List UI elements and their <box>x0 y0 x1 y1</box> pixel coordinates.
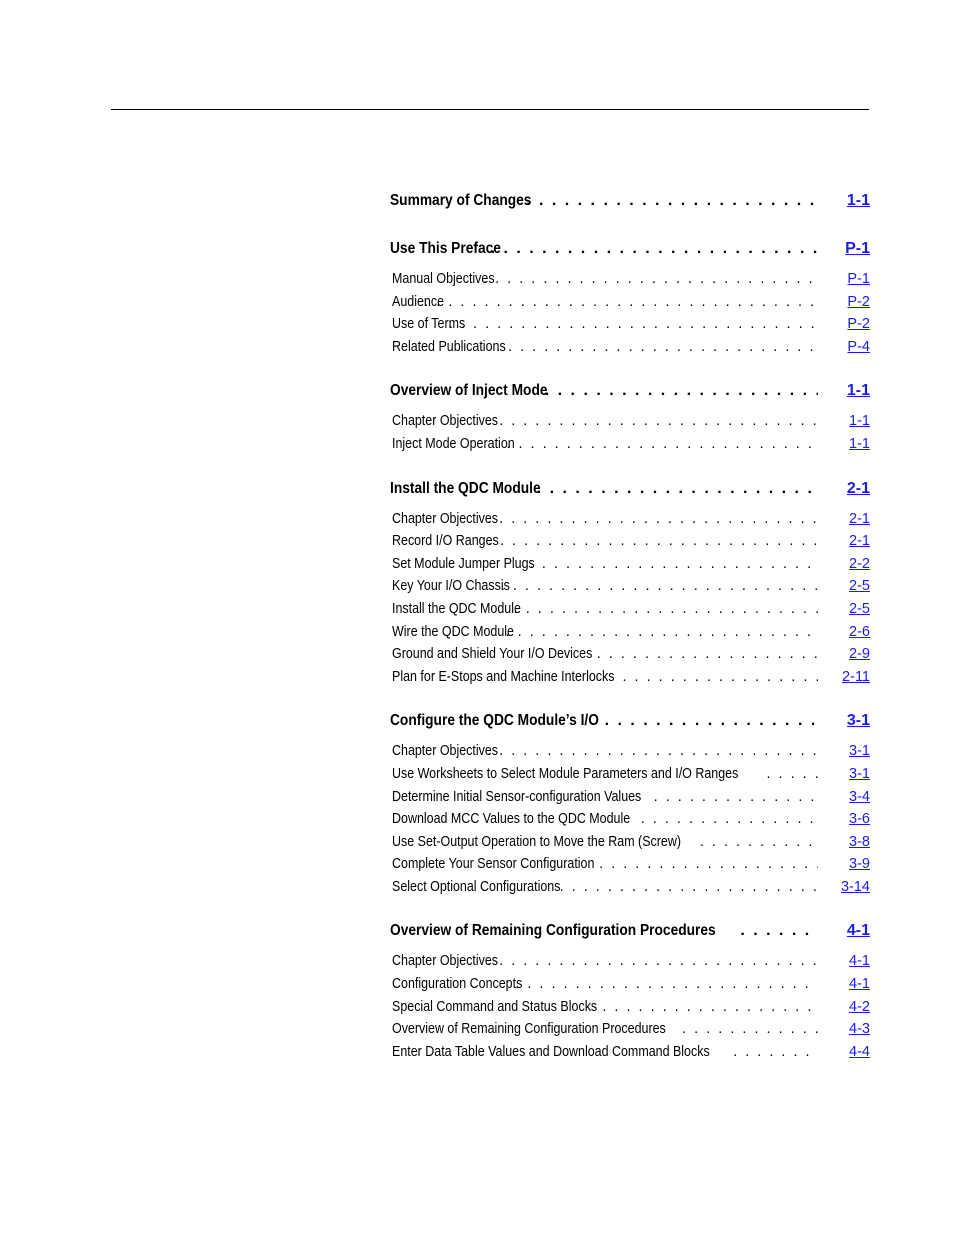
toc-entry <box>390 598 870 621</box>
dot-leader <box>560 876 818 899</box>
toc-entry <box>390 575 870 598</box>
dot-leader <box>491 234 818 264</box>
toc-section <box>390 186 870 216</box>
toc-entry-title: Set Module Jumper Plugs <box>392 555 535 572</box>
toc-entry-page-link[interactable]: P-2 <box>847 316 870 333</box>
dot-leader <box>530 553 818 576</box>
dot-leader <box>515 973 818 996</box>
toc-chapter-title: Configure the QDC Module’s I/O <box>390 712 599 730</box>
toc-entry <box>390 853 870 876</box>
toc-entry-page-link[interactable]: 1-1 <box>849 435 870 452</box>
toc-entry-title: Complete Your Sensor Configuration <box>392 856 595 873</box>
toc-chapter-page-link[interactable]: 1-1 <box>846 192 870 209</box>
toc-chapter-page-link[interactable]: 2-1 <box>846 479 870 497</box>
toc-chapter-heading <box>390 234 870 264</box>
toc-chapter-title: Overview of Remaining Configuration Procedures <box>390 922 716 940</box>
toc-entry-title: Record I/O Ranges <box>392 533 499 550</box>
toc-chapter-heading <box>390 706 870 736</box>
toc-entry-page-link[interactable]: 2-2 <box>849 555 870 572</box>
toc-chapter-title: Overview of Inject Mode <box>390 382 548 400</box>
toc-entry <box>390 530 870 553</box>
toc-entry <box>390 553 870 576</box>
table-of-contents <box>390 186 870 1081</box>
toc-entry-page-link[interactable]: 3-1 <box>849 743 870 760</box>
toc-entry <box>390 313 870 336</box>
toc-entry <box>390 621 870 644</box>
toc-chapter-title: Summary of Changes <box>390 192 532 209</box>
toc-entry-title: Manual Objectives <box>392 271 495 287</box>
toc-entry <box>390 666 870 689</box>
toc-chapter-title: Use This Preface <box>390 240 501 257</box>
dot-leader <box>487 740 818 763</box>
toc-entry <box>390 763 870 786</box>
toc-entry <box>390 831 870 854</box>
toc-entry-page-link[interactable]: 4-1 <box>849 976 870 993</box>
dot-leader <box>733 1041 818 1064</box>
toc-entry <box>390 643 870 666</box>
toc-chapter-heading <box>390 916 870 946</box>
toc-entry-title: Determine Initial Sensor-configuration Values <box>392 788 642 805</box>
header-rule <box>111 109 869 110</box>
dot-leader <box>496 336 818 359</box>
dot-leader <box>449 313 818 336</box>
toc-entry-page-link[interactable]: 4-2 <box>849 998 870 1015</box>
toc-chapter-page-link[interactable]: 1-1 <box>846 382 870 400</box>
toc-entry-page-link[interactable]: 2-1 <box>849 533 870 550</box>
dot-leader <box>740 916 818 946</box>
toc-chapter-heading <box>390 186 870 216</box>
toc-entry-title: Wire the QDC Module <box>392 623 514 640</box>
toc-entry-page-link[interactable]: 2-6 <box>849 623 870 640</box>
toc-entry-title: Use Set-Output Operation to Move the Ram (Screw) <box>392 833 682 850</box>
toc-chapter-heading <box>390 376 870 406</box>
toc-entry-page-link[interactable]: 2-5 <box>849 578 870 595</box>
dot-leader <box>424 291 818 314</box>
dot-leader <box>641 808 818 831</box>
toc-entry-page-link[interactable]: 2-5 <box>849 600 870 617</box>
toc-entry <box>390 336 870 359</box>
toc-entry-title: Configuration Concepts <box>392 976 523 993</box>
toc-entry <box>390 973 870 996</box>
toc-entry-page-link[interactable]: 4-4 <box>849 1043 870 1060</box>
toc-chapter-heading <box>390 474 870 504</box>
dot-leader <box>682 1018 818 1041</box>
dot-leader <box>602 996 818 1019</box>
toc-entry-title: Special Command and Status Blocks <box>392 998 598 1015</box>
toc-entry <box>390 268 870 291</box>
toc-entry <box>390 508 870 531</box>
toc-entry <box>390 950 870 973</box>
dot-leader <box>483 268 818 291</box>
toc-entry-title: Inject Mode Operation <box>392 435 515 452</box>
dot-leader <box>506 433 818 456</box>
dot-leader <box>514 598 818 621</box>
toc-section <box>390 474 870 689</box>
toc-section <box>390 376 870 455</box>
dot-leader <box>501 575 818 598</box>
toc-entry-page-link[interactable]: P-1 <box>847 271 870 287</box>
toc-chapter-page-link[interactable]: P-1 <box>845 240 870 257</box>
dot-leader <box>622 666 818 689</box>
toc-entry <box>390 1041 870 1064</box>
dot-leader <box>605 706 818 736</box>
dot-leader <box>654 786 818 809</box>
toc-entry-title: Chapter Objectives <box>392 413 499 430</box>
toc-entry-title: Use of Terms <box>392 316 466 333</box>
toc-entry-page-link[interactable]: 3-9 <box>849 856 870 873</box>
toc-entry-title: Use Worksheets to Select Module Parameters and I/O Ranges <box>392 765 739 782</box>
toc-entry-page-link[interactable]: 3-6 <box>849 811 870 828</box>
dot-leader <box>488 530 818 553</box>
toc-entry-page-link[interactable]: 1-1 <box>849 413 870 430</box>
toc-entry-title: Audience <box>392 293 445 310</box>
toc-entry-page-link[interactable]: 3-1 <box>849 765 870 782</box>
toc-entry <box>390 876 870 899</box>
toc-entry-title: Chapter Objectives <box>392 510 499 527</box>
toc-entry-page-link[interactable]: P-4 <box>847 338 870 355</box>
toc-entry-title: Install the QDC Module <box>392 600 521 617</box>
toc-entry-title: Enter Data Table Values and Download Command Blocks <box>392 1043 710 1060</box>
toc-entry-page-link[interactable]: 2-1 <box>849 510 870 527</box>
dot-leader <box>599 853 818 876</box>
toc-entry-title: Chapter Objectives <box>392 953 499 970</box>
dot-leader <box>487 950 818 973</box>
dot-leader <box>506 621 818 644</box>
toc-entry <box>390 808 870 831</box>
dot-leader <box>526 186 818 216</box>
toc-entry-title: Download MCC Values to the QDC Module <box>392 811 631 828</box>
dot-leader <box>545 376 818 406</box>
toc-entry-page-link[interactable]: P-2 <box>847 293 870 310</box>
toc-entry-page-link[interactable]: 2-9 <box>849 646 870 663</box>
dot-leader <box>487 508 818 531</box>
toc-entry-title: Related Publications <box>392 338 506 355</box>
dot-leader <box>537 474 818 504</box>
toc-entry-title: Overview of Remaining Configuration Procedures <box>392 1021 666 1038</box>
toc-entry-page-link[interactable]: 3-4 <box>849 788 870 805</box>
dot-leader <box>766 763 818 786</box>
toc-entry-page-link[interactable]: 3-14 <box>840 878 870 895</box>
toc-entry-title: Plan for E-Stops and Machine Interlocks <box>392 668 615 685</box>
toc-chapter-page-link[interactable]: 3-1 <box>846 712 870 730</box>
toc-section <box>390 234 870 358</box>
toc-entry <box>390 1018 870 1041</box>
toc-entry <box>390 786 870 809</box>
dot-leader <box>597 643 818 666</box>
toc-entry-page-link[interactable]: 2-11 <box>842 668 870 685</box>
toc-entry <box>390 291 870 314</box>
toc-entry-page-link[interactable]: 4-3 <box>849 1021 870 1038</box>
toc-entry-page-link[interactable]: 3-8 <box>849 833 870 850</box>
toc-section <box>390 916 870 1063</box>
toc-entry <box>390 433 870 456</box>
dot-leader <box>487 410 818 433</box>
toc-entry-page-link[interactable]: 4-1 <box>849 953 870 970</box>
dot-leader <box>700 831 818 854</box>
toc-entry <box>390 740 870 763</box>
toc-entry <box>390 996 870 1019</box>
toc-entry-title: Select Optional Configurations <box>392 878 561 895</box>
toc-chapter-title: Install the QDC Module <box>390 479 541 497</box>
toc-section <box>390 706 870 898</box>
toc-chapter-page-link[interactable]: 4-1 <box>846 922 870 940</box>
toc-entry-title: Chapter Objectives <box>392 743 499 760</box>
toc-entry <box>390 410 870 433</box>
toc-entry-title: Key Your I/O Chassis <box>392 578 510 595</box>
toc-entry-title: Ground and Shield Your I/O Devices <box>392 646 593 663</box>
